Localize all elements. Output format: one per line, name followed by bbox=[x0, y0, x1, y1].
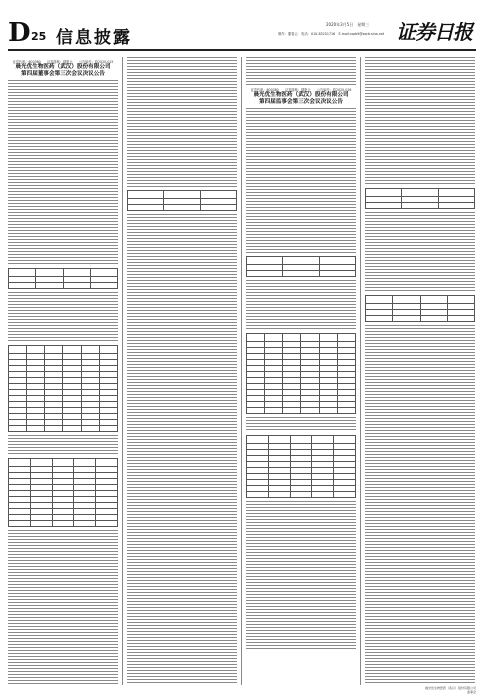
article-subtitle: 第四届监事会第三次会议决议公告 bbox=[259, 98, 343, 105]
body-text bbox=[246, 280, 356, 330]
data-table bbox=[246, 333, 356, 414]
issue-date: 2020年3月5日 星期三 bbox=[326, 22, 370, 27]
body-text bbox=[127, 214, 237, 684]
article-subtitle: 第四届董事会第三次会议决议公告 bbox=[21, 70, 105, 77]
signature-board: 监事会 bbox=[466, 690, 476, 694]
data-table bbox=[246, 435, 356, 498]
stock-code-line: 证券代码：600380 证券简称：健康元 公告编号：临2020-015 bbox=[12, 60, 114, 64]
column-divider bbox=[241, 57, 242, 685]
signature-company: 晨光优生物医药（武汉）股份有限公司 bbox=[424, 686, 476, 690]
article-heading-right bbox=[246, 87, 356, 105]
data-table bbox=[365, 188, 475, 209]
editor-contact: 制作：董春云 电话：010-83251716 E-mail:zqrb9@zqrb.sina.net bbox=[278, 32, 385, 36]
section-number: 25 bbox=[31, 30, 47, 43]
data-table bbox=[8, 345, 118, 432]
page-header bbox=[8, 18, 476, 48]
article-title: 晨光优生物医药（武汉）股份有限公司 bbox=[15, 64, 111, 70]
signature-block bbox=[390, 686, 476, 694]
stock-code-line: 证券代码：600380 证券简称：健康元 公告编号：临2020-016 bbox=[250, 88, 352, 92]
body-text bbox=[8, 292, 118, 342]
article-title: 晨光优生物医药（武汉）股份有限公司 bbox=[253, 92, 349, 98]
header-rule bbox=[8, 49, 476, 51]
data-table bbox=[127, 190, 237, 211]
data-table bbox=[246, 256, 356, 277]
body-text bbox=[365, 212, 475, 292]
body-text bbox=[8, 80, 118, 265]
column-divider bbox=[122, 57, 123, 685]
body-text bbox=[8, 530, 118, 685]
body-text bbox=[365, 57, 475, 185]
column-divider bbox=[360, 57, 361, 685]
body-text bbox=[246, 108, 356, 253]
data-table bbox=[8, 268, 118, 289]
section-letter: D bbox=[8, 18, 31, 48]
article-heading-left bbox=[8, 59, 118, 77]
newspaper-masthead: 证券日报 bbox=[396, 20, 472, 44]
body-text bbox=[246, 501, 356, 651]
body-text bbox=[246, 57, 356, 85]
column-1 bbox=[8, 57, 118, 685]
body-text bbox=[127, 57, 237, 187]
body-text bbox=[365, 325, 475, 685]
column-2 bbox=[127, 57, 237, 685]
data-table bbox=[365, 295, 475, 322]
section-title: 信息披露 bbox=[56, 28, 132, 48]
data-table bbox=[8, 458, 118, 527]
column-4 bbox=[365, 57, 475, 685]
body-text bbox=[246, 417, 356, 432]
column-3 bbox=[246, 57, 356, 685]
body-text bbox=[8, 435, 118, 455]
